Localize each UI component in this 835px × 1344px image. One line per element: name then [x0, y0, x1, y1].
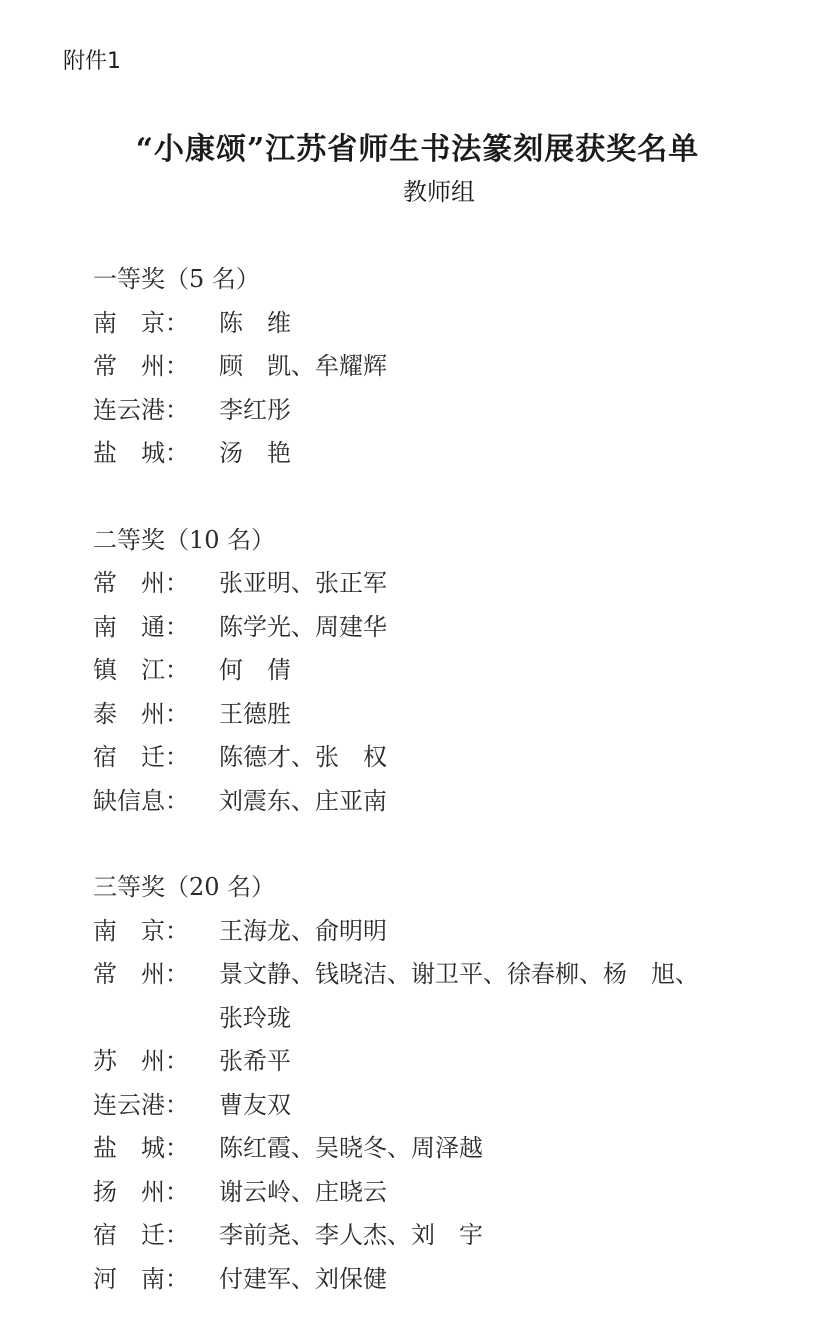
list-item [93, 1084, 813, 1128]
winner-names: 张希平 [219, 1047, 291, 1075]
attachment-label: 附件1 [63, 49, 121, 74]
region-label: 盐 城： [93, 1134, 189, 1162]
winner-names: 王海龙、俞明明 [219, 916, 387, 945]
winner-names: 李前尧、李人杰、刘 宇 [219, 1221, 483, 1249]
list-item [93, 780, 813, 824]
region-label: 宿 迁： [93, 743, 189, 771]
region-label: 连云港： [93, 1090, 189, 1119]
award-section-first-prize [93, 258, 813, 476]
list-item [93, 389, 813, 433]
list-item [93, 562, 813, 606]
list-item [93, 1040, 813, 1084]
list-item [93, 606, 813, 650]
winner-names: 王德胜 [219, 699, 291, 728]
list-item [93, 953, 813, 1040]
winner-names: 曹友双 [219, 1090, 291, 1119]
document-title: “小康颂”江苏省师生书法篆刻展获奖名单 [135, 132, 700, 167]
winner-names: 陈红霞、吴晓冬、周泽越 [219, 1134, 483, 1162]
award-section-third-prize [93, 866, 813, 1301]
section-heading: 一等奖（5 名） [93, 265, 260, 293]
list-item [93, 1258, 813, 1302]
region-label: 南 通： [93, 612, 189, 641]
region-label: 泰 州： [93, 699, 189, 728]
winner-names: 陈学光、周建华 [219, 612, 387, 641]
list-item [93, 302, 813, 346]
winner-names: 陈德才、张 权 [219, 743, 387, 771]
list-item [93, 649, 813, 693]
list-item [93, 432, 813, 476]
region-label: 南 京： [93, 308, 189, 337]
winner-names: 刘震东、庄亚南 [219, 786, 387, 815]
list-item [93, 910, 813, 954]
region-label: 宿 迁： [93, 1221, 189, 1249]
region-label: 苏 州： [93, 1047, 189, 1075]
winner-names: 谢云岭、庄晓云 [219, 1177, 387, 1206]
region-label: 河 南： [93, 1264, 189, 1293]
award-section-second-prize [93, 519, 813, 824]
document-subtitle: 教师组 [403, 178, 475, 206]
list-item [93, 1171, 813, 1215]
region-label: 常 州： [93, 960, 189, 988]
winner-names: 顾 凯、牟耀辉 [219, 352, 387, 380]
region-label: 常 州： [93, 352, 189, 380]
region-label: 南 京： [93, 916, 189, 945]
winner-names: 汤 艳 [219, 439, 291, 467]
winner-names: 陈 维 [219, 308, 291, 337]
region-label: 连云港： [93, 395, 189, 424]
winner-names: 付建军、刘保健 [219, 1264, 387, 1293]
section-heading: 三等奖（20 名） [93, 873, 276, 901]
list-item [93, 1127, 813, 1171]
winner-names: 李红彤 [219, 395, 291, 424]
section-heading: 二等奖（10 名） [93, 525, 276, 554]
winner-names: 张亚明、张正军 [219, 569, 387, 597]
region-label: 常 州： [93, 569, 189, 597]
winner-names: 何 倩 [219, 656, 291, 684]
list-item [93, 1214, 813, 1258]
region-label: 扬 州： [93, 1177, 189, 1206]
list-item [93, 345, 813, 389]
award-list [93, 258, 813, 1344]
list-item [93, 693, 813, 737]
region-label: 镇 江： [93, 656, 189, 684]
region-label: 缺信息： [93, 786, 189, 815]
region-label: 盐 城： [93, 439, 189, 467]
winner-names: 景文静、钱晓洁、谢卫平、徐春柳、杨 旭、 张玲珑 [219, 960, 699, 1032]
list-item [93, 736, 813, 780]
